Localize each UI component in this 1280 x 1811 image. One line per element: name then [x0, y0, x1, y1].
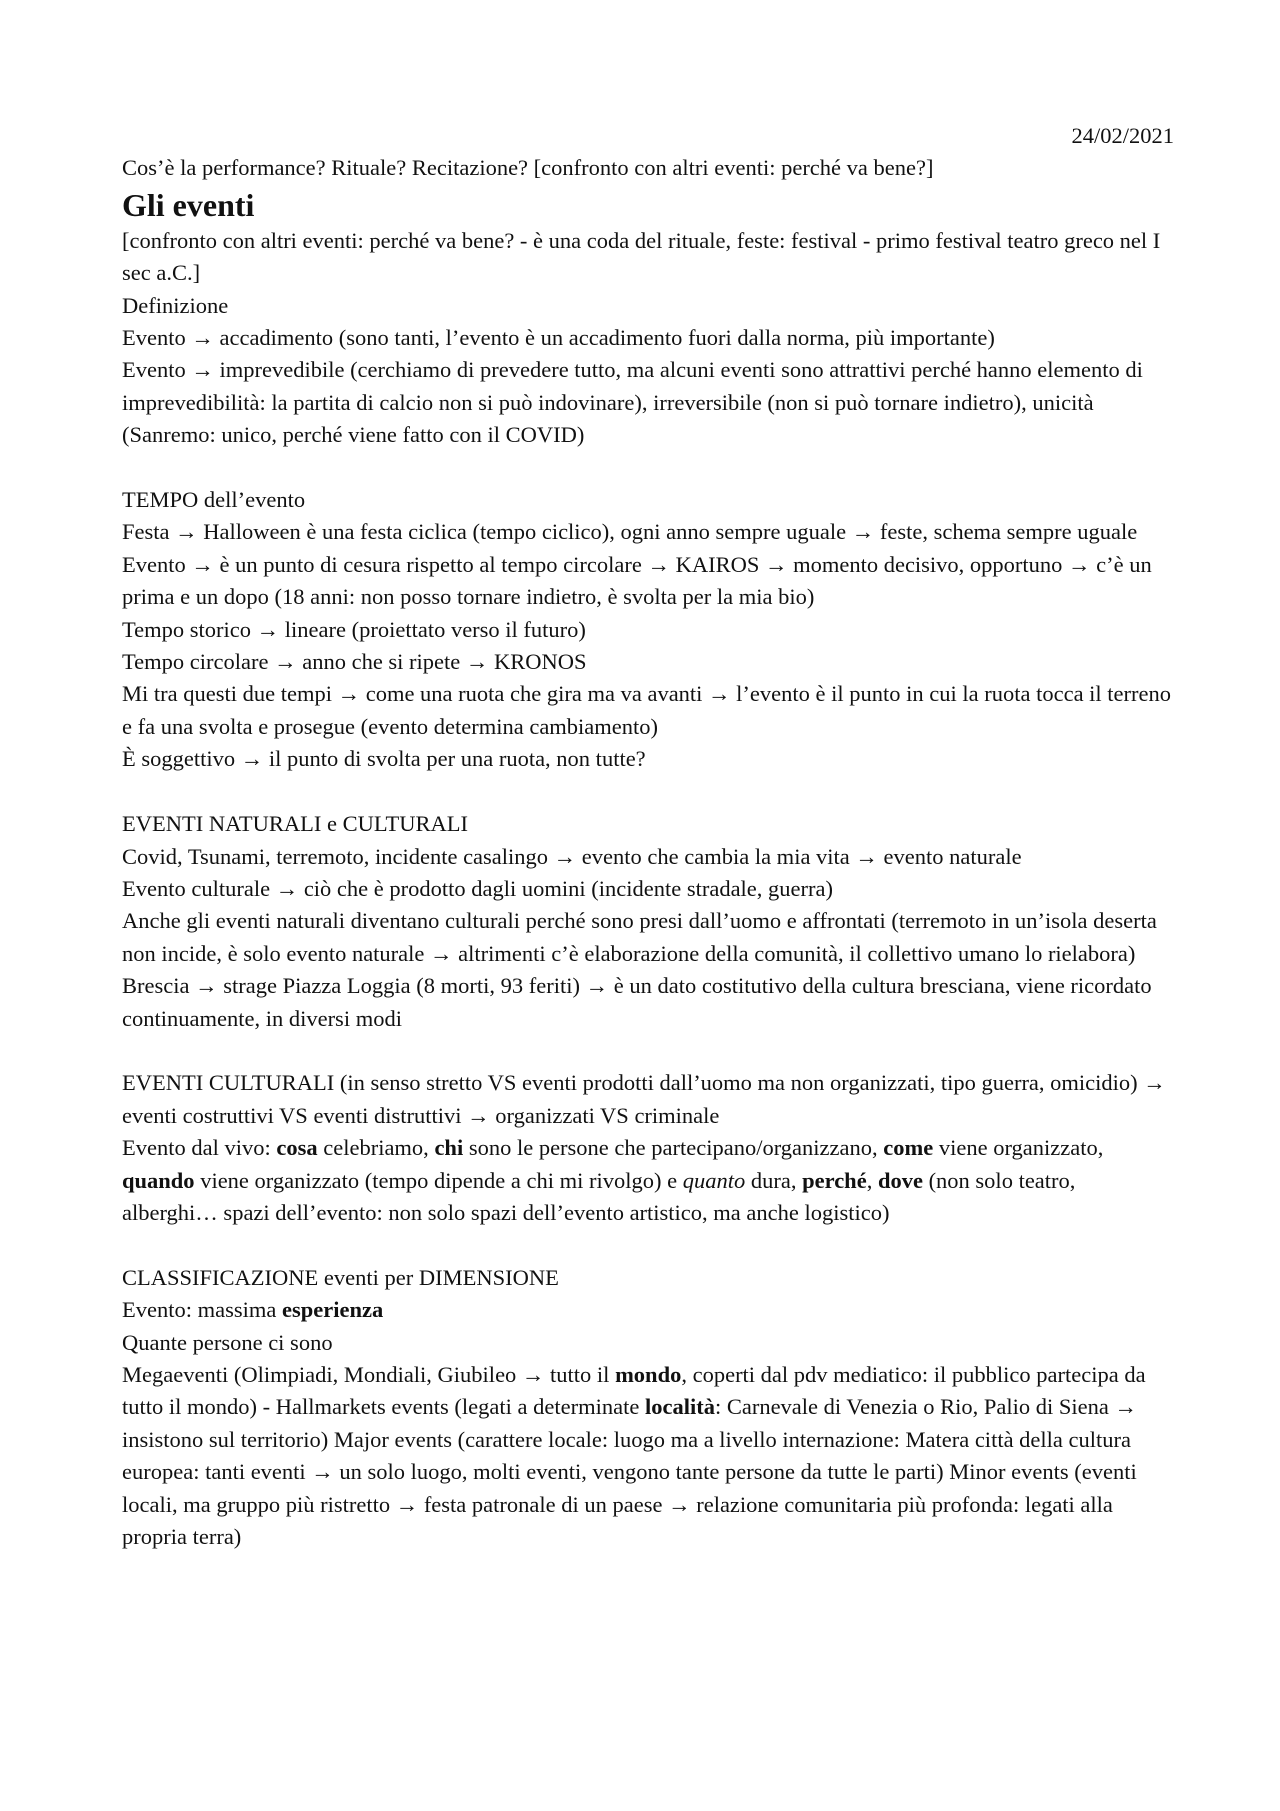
culturali-section	[122, 1067, 1174, 1229]
evento-dal-vivo-paragraph	[122, 1132, 1174, 1229]
keyword-chi: chi	[434, 1135, 464, 1161]
intro-note: [confronto con altri eventi: perché va bene? - è una coda del rituale, feste: festival - primo festival teatro greco nel I sec a.C.]	[122, 227, 1161, 286]
document-date: 24/02/2021	[1071, 123, 1174, 148]
text-run: dura,	[745, 1167, 803, 1193]
keyword-quanto: quanto	[682, 1167, 746, 1193]
definition-label: Definizione	[122, 292, 229, 318]
esperienza-line	[122, 1294, 1174, 1326]
section-title: EVENTI CULTURALI (in senso stretto VS eventi prodotti dall’uomo ma non organizzati, tipo guerra, omicidio) → eventi costruttivi VS eventi distruttivi → organizzati VS criminale	[122, 1070, 1166, 1128]
text-run: ,	[866, 1167, 878, 1193]
keyword-localita: località	[644, 1394, 715, 1420]
megaeventi-paragraph	[122, 1359, 1174, 1553]
text-run: celebriamo,	[317, 1135, 435, 1161]
tempo-line: È soggettivo → il punto di svolta per una ruota, non tutte?	[122, 746, 646, 772]
tempo-line: Evento → è un punto di cesura rispetto al tempo circolare → KAIROS → momento decisivo, opportuno → c’è un prima e un dopo (18 anni: non posso tornare indietro, è svolta per la mia bio)	[122, 551, 1152, 610]
quante-line: Quante persone ci sono	[122, 1329, 333, 1355]
keyword-cosa: cosa	[276, 1135, 318, 1161]
definition-line: Evento → accadimento (sono tanti, l’evento è un accadimento fuori dalla norma, più importante)	[122, 325, 995, 351]
spacer	[122, 452, 1174, 484]
text-run: viene organizzato (tempo dipende a chi mi rivolgo) e	[194, 1167, 683, 1193]
tempo-line: Festa → Halloween è una festa ciclica (tempo ciclico), ogni anno sempre uguale → feste, schema sempre uguale	[122, 519, 1138, 545]
tempo-section	[122, 484, 1174, 776]
naturali-line: Anche gli eventi naturali diventano culturali perché sono presi dall’uomo e affrontati (terremoto in un’isola deserta non incide, è solo evento naturale → altrimenti c’è elaborazione della comunità, il collettivo umano lo rielabora)	[122, 908, 1157, 966]
classificazione-section	[122, 1262, 1174, 1554]
section-title: TEMPO dell’evento	[122, 487, 306, 513]
text-run: Megaeventi (Olimpiadi, Mondiali, Giubileo → tutto il	[122, 1361, 616, 1387]
section-title: CLASSIFICAZIONE eventi per DIMENSIONE	[122, 1264, 559, 1290]
naturali-line: Evento culturale → ciò che è prodotto dagli uomini (incidente stradale, guerra)	[122, 875, 833, 901]
definition-line: Evento → imprevedibile (cerchiamo di prevedere tutto, ma alcuni eventi sono attrattivi perché hanno elemento di imprevedibilità: la partita di calcio non si può indovinare), irreversibile (non si può tornare indietro), unicità (Sanremo: unico, perché viene fatto con il COVID)	[122, 357, 1143, 448]
text-run: Evento: massima	[122, 1297, 282, 1323]
text-run: sono le persone che partecipano/organizzano,	[463, 1135, 884, 1161]
keyword-dove: dove	[877, 1167, 923, 1193]
text-run: (non solo teatro, alberghi… spazi dell’evento: non solo spazi dell’evento artistico, ma anche logistico)	[122, 1167, 1076, 1225]
naturali-line: Brescia → strage Piazza Loggia (8 morti, 93 feriti) → è un dato costitutivo della cultura bresciana, viene ricordato continuamente, in diversi modi	[122, 973, 1152, 1031]
keyword-mondo: mondo	[615, 1361, 682, 1387]
page-title: Gli eventi	[122, 186, 255, 223]
text-run: : Carnevale di Venezia o Rio, Palio di Siena → insistono sul territorio) Major events (carattere locale: luogo ma a livello internazione: Matera città della cultura europea: tanti eventi → un solo luogo, molti eventi, vengono tante persone da tutte le parti) Minor events (eventi locali, ma gruppo più ristretto → festa patronale di un paese → relazione comunitaria più profonda: legati alla propria terra)	[122, 1394, 1137, 1549]
intro-question: Cos’è la performance? Rituale? Recitazione? [confronto con altri eventi: perché va bene?]	[122, 155, 934, 181]
tempo-line: Tempo circolare → anno che si ripete → KRONOS	[122, 649, 587, 675]
keyword-perche: perché	[802, 1167, 867, 1193]
keyword-quando: quando	[122, 1167, 195, 1193]
text-run: , coperti dal pdv mediatico: il pubblico partecipa da tutto il mondo) - Hallmarkets events (legati a determinate	[122, 1361, 1146, 1420]
section-title: EVENTI NATURALI e CULTURALI	[122, 811, 468, 837]
spacer	[122, 776, 1174, 808]
naturali-line: Covid, Tsunami, terremoto, incidente casalingo → evento che cambia la mia vita → evento naturale	[122, 843, 1022, 869]
naturali-section	[122, 808, 1174, 1035]
keyword-come: come	[883, 1135, 934, 1161]
text-run: viene organizzato,	[933, 1135, 1104, 1161]
spacer	[122, 1035, 1174, 1067]
definition-section	[122, 290, 1174, 452]
tempo-line: Tempo storico → lineare (proiettato verso il futuro)	[122, 616, 586, 642]
text-run: Evento dal vivo:	[122, 1135, 277, 1161]
tempo-line: Mi tra questi due tempi → come una ruota che gira ma va avanti → l’evento è il punto in cui la ruota tocca il terreno e fa una svolta e prosegue (evento determina cambiamento)	[122, 681, 1172, 739]
keyword-esperienza: esperienza	[281, 1297, 384, 1323]
spacer	[122, 1229, 1174, 1261]
